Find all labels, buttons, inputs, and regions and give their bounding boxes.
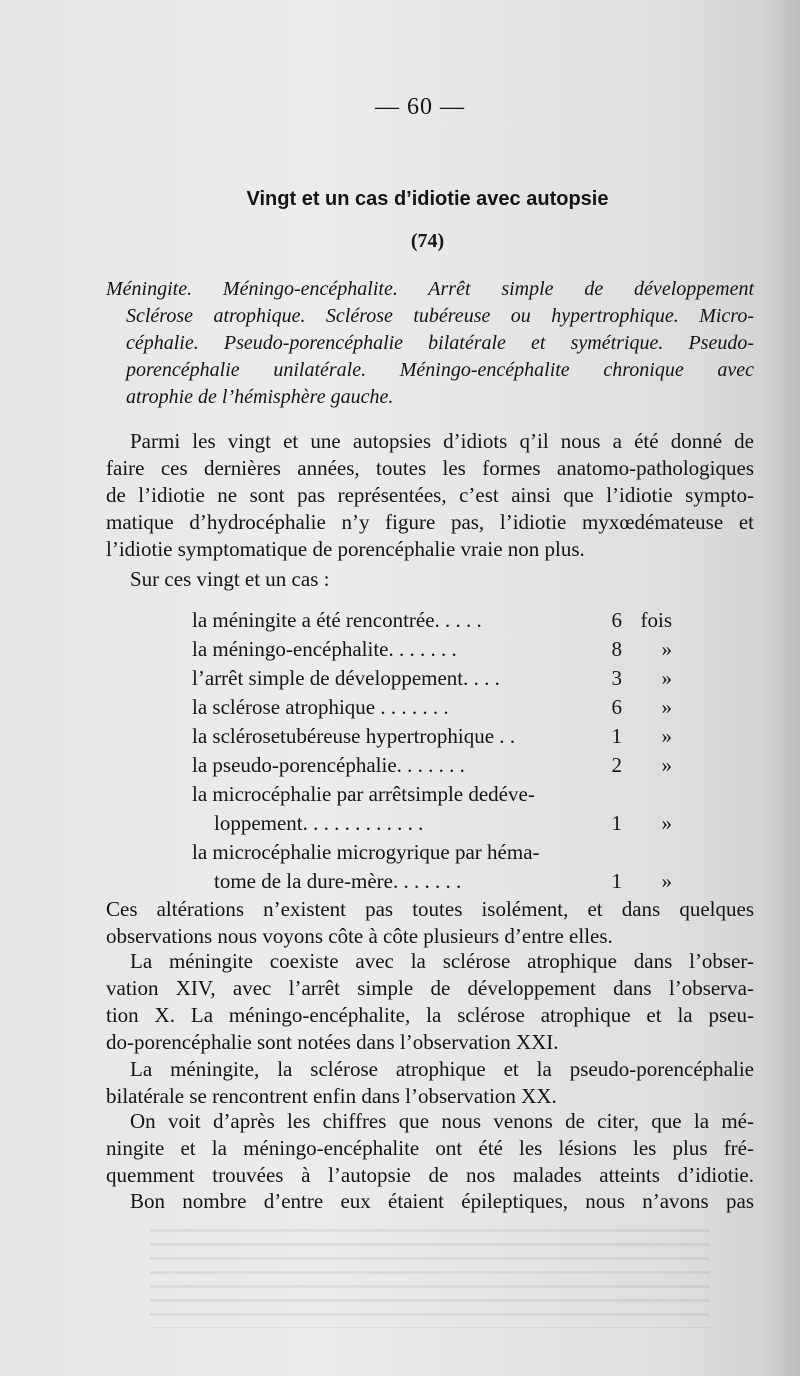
summary-block	[106, 276, 754, 411]
summary-line: Sclérose atrophique. Sclérose tubéreuse ou hypertrophique. Micro-	[126, 305, 754, 327]
paragraph-epileptics	[106, 1188, 754, 1215]
list-item: la méningite a été rencontrée. . . . . 6 fois	[192, 608, 672, 632]
text-line: matique d’hydrocéphalie n’y figure pas, l’idiotie myxœdémateuse et	[106, 510, 754, 534]
text-line: Parmi les vingt et une autopsies d’idiots q’il nous a été donné de	[130, 429, 754, 453]
text-line: La méningite, la sclérose atrophique et la pseudo-porencéphalie	[130, 1057, 754, 1081]
list-item: loppement. . . . . . . . . . . . 1 »	[214, 811, 672, 835]
text-line: ningite et la méningo-encéphalite ont été les lésions les plus fré-	[106, 1136, 754, 1160]
list-item: la sclérosetubéreuse hypertrophique . . 1 »	[192, 724, 672, 748]
list-item: l’arrêt simple de développement. . . . 3 »	[192, 666, 672, 690]
text-line: Bon nombre d’entre eux étaient épileptiques, nous n’avons pas	[130, 1189, 754, 1213]
page-edge-shadow	[764, 0, 800, 1376]
summary-line: atrophie de l’hémisphère gauche.	[126, 386, 394, 408]
text-line: de l’idiotie ne sont pas représentées, c’est ainsi que l’idiotie sympto-	[106, 483, 754, 507]
list-item: la sclérose atrophique . . . . . . . 6 »	[192, 695, 672, 719]
summary-line: Méningite. Méningo-encéphalite. Arrêt simple de développement	[106, 278, 754, 300]
paragraph-intro	[106, 428, 754, 563]
lesion-count-list	[192, 606, 672, 896]
list-item: la méningo-encéphalite. . . . . . . 8 »	[192, 637, 672, 661]
text-line: faire ces dernières années, toutes les formes anatomo-pathologiques	[106, 456, 754, 480]
text-line: quemment trouvées à l’autopsie de nos malades atteints d’idiotie.	[106, 1163, 754, 1187]
list-item: tome de la dure-mère. . . . . . . 1 »	[214, 869, 672, 893]
text-line: observations nous voyons côte à côte plusieurs d’entre elles.	[106, 924, 613, 948]
paragraph-cases	[106, 566, 754, 593]
text-line: bilatérale se rencontrent enfin dans l’observation XX.	[106, 1084, 557, 1108]
list-item: la microcéphalie microgyrique par héma-	[192, 840, 540, 864]
list-item: la microcéphalie par arrêtsimple dedéve-	[192, 782, 535, 806]
page-number: — 60 —	[375, 94, 465, 120]
text-line: La méningite coexiste avec la sclérose atrophique dans l’obser-	[130, 949, 754, 973]
text-line: l’idiotie symptomatique de porencéphalie vraie non plus.	[106, 537, 585, 561]
text-line: Ces altérations n’existent pas toutes isolément, et dans quelques	[106, 897, 754, 921]
list-item: la pseudo-porencéphalie. . . . . . . 2 »	[192, 753, 672, 777]
text-line: tion X. La méningo-encéphalite, la sclérose atrophique et la pseu-	[106, 1003, 754, 1027]
case-number: (74)	[410, 230, 445, 252]
paragraph-alterations	[106, 896, 754, 950]
paragraph-figures	[106, 1108, 754, 1189]
paragraph-observation-xx	[106, 1056, 754, 1110]
summary-line: céphalie. Pseudo-porencéphalie bilatérale et symétrique. Pseudo-	[126, 332, 754, 354]
text-line: Sur ces vingt et un cas :	[130, 567, 330, 591]
text-line: On voit d’après les chiffres que nous venons de citer, que la mé-	[130, 1109, 754, 1133]
text-line: vation XIV, avec l’arrêt simple de développement dans l’observa-	[106, 976, 754, 1000]
summary-line: porencéphalie unilatérale. Méningo-encéphalite chronique avec	[126, 359, 754, 381]
section-heading: Vingt et un cas d’idiotie avec autopsie	[246, 188, 609, 210]
paragraph-meningitis	[106, 948, 754, 1056]
show-through-text	[150, 1218, 710, 1328]
text-line: do-porencéphalie sont notées dans l’observation XXI.	[106, 1030, 559, 1054]
